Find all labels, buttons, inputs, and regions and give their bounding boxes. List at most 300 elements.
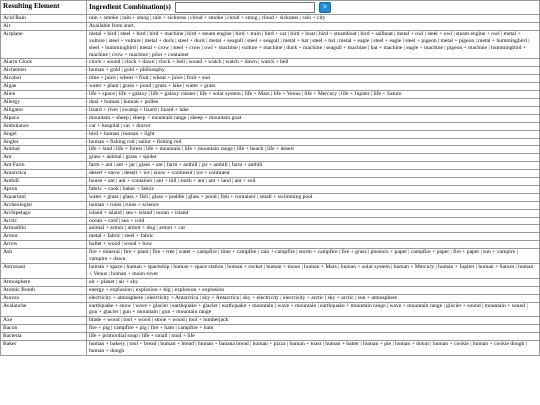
combination-item: sailor + fishing rod	[138, 138, 182, 145]
combo-separator: |	[240, 91, 245, 98]
ingredient-combinations-cell	[87, 154, 540, 162]
combination-item: steel + duck	[177, 37, 205, 44]
combination-item: bird + human	[89, 130, 120, 137]
combo-separator: |	[391, 341, 395, 348]
combination-item: glass + pond	[188, 193, 217, 200]
ingredient-combinations-cell	[87, 341, 540, 356]
combination-item: wave + mountain range	[389, 302, 443, 309]
combination-item: metal + owl	[396, 30, 424, 37]
resulting-element-cell: Acid Rain	[1, 15, 87, 23]
combination-item: ant + hill	[156, 178, 177, 185]
combination-item: ant + land	[208, 178, 231, 185]
combo-separator: |	[237, 44, 242, 51]
combination-item: life + beach	[236, 146, 264, 153]
combo-separator: |	[487, 44, 491, 51]
combo-separator: |	[152, 178, 157, 185]
combination-item: fire + tree	[152, 249, 175, 256]
combination-item: farm + anthill	[166, 162, 198, 169]
combination-item: wave + glacier	[135, 302, 169, 309]
combination-item: glacier + sound	[446, 302, 481, 309]
combo-separator: |	[359, 341, 364, 348]
combination-item: life + Mercury	[304, 91, 338, 98]
combination-item: life + Jupiter	[341, 91, 370, 98]
combination-item: tool + wood	[123, 317, 151, 324]
combo-separator: |	[135, 44, 140, 51]
combo-separator: |	[118, 185, 123, 192]
combo-separator: |	[156, 106, 161, 113]
ingredient-combinations-cell	[87, 162, 540, 170]
combination-item: life + mountain range	[184, 146, 233, 153]
resulting-element-cell: Angler	[1, 138, 87, 146]
combination-item: gun + mountain range	[161, 309, 212, 316]
combination-item: pilot + container	[151, 51, 189, 58]
combination-item: snow + continent	[153, 170, 193, 177]
combination-item: glass + puddle	[151, 193, 185, 200]
resulting-element-cell: Aurora	[1, 294, 87, 302]
table-row	[1, 317, 540, 325]
combination-item: human + bread	[160, 341, 194, 348]
combination-item: bird + steam engine	[187, 30, 232, 37]
combination-item: bird + sailboat	[360, 30, 393, 37]
combination-item: mud + life	[171, 333, 195, 340]
combo-separator: |	[256, 249, 261, 256]
table-row	[1, 217, 540, 225]
combo-separator: |	[514, 264, 519, 270]
resulting-element-cell: Algae	[1, 83, 87, 91]
combination-item: water + grass	[185, 83, 216, 90]
combination-item: phoenix + paper	[370, 249, 407, 256]
combination-item: sun + vampire	[483, 249, 516, 256]
combination-item: gun + glacier	[89, 309, 119, 316]
combo-separator: |	[474, 37, 479, 44]
table-row	[1, 225, 540, 233]
combo-separator: |	[120, 170, 125, 177]
combination-item: grass + animal	[89, 154, 122, 161]
combination-item: water + glass	[89, 193, 119, 200]
combination-item: campfire + paper	[410, 249, 450, 256]
combination-item: swamp + lizard	[122, 106, 157, 113]
combination-item: bullet + wood	[89, 241, 121, 248]
combo-separator: |	[174, 325, 178, 332]
combination-item: electricity + arctic	[282, 294, 324, 301]
combination-item: blade + wood	[89, 317, 120, 324]
table-row	[1, 162, 540, 170]
ingredient-combinations-cell	[87, 178, 540, 186]
combo-separator: |	[262, 264, 267, 270]
combo-separator: |	[282, 44, 287, 51]
table-row	[1, 67, 540, 75]
combo-separator: |	[117, 217, 122, 224]
combo-separator: |	[195, 91, 200, 98]
combination-item: cloud + smoke	[190, 15, 224, 21]
combo-separator: |	[300, 91, 305, 98]
table-row	[1, 241, 540, 249]
combo-separator: |	[123, 225, 128, 232]
combo-separator: |	[121, 154, 126, 161]
combination-item: human + Jupiter	[438, 264, 475, 270]
combination-item: time + juice	[89, 75, 116, 82]
combination-item: grass + pond	[122, 83, 152, 90]
combo-separator: |	[148, 75, 153, 82]
combo-separator: |	[119, 98, 124, 105]
table-row	[1, 15, 540, 23]
combo-separator: |	[169, 44, 174, 51]
combination-item: steel + bird	[120, 30, 146, 37]
combo-separator: |	[323, 294, 328, 301]
resulting-element-cell: Apron	[1, 185, 87, 193]
combo-separator: |	[449, 249, 454, 256]
combination-item: metal + seagull	[208, 37, 244, 44]
combination-item: Available from start.	[89, 22, 136, 29]
combo-separator: |	[170, 286, 175, 293]
combo-separator: |	[104, 37, 109, 44]
ingredient-combinations-cell	[87, 75, 540, 83]
combo-separator: |	[260, 30, 265, 37]
resulting-element-cell: Allergy	[1, 98, 87, 106]
combo-separator: |	[315, 30, 319, 37]
combination-item: explosion + explosion	[174, 286, 224, 293]
table-row	[1, 201, 540, 209]
search-input[interactable]	[175, 2, 315, 13]
combo-separator: |	[286, 30, 291, 37]
combo-separator: |	[232, 146, 237, 153]
resulting-element-cell: Avalanche	[1, 302, 87, 317]
table-row	[1, 59, 540, 67]
ingredient-combinations-cell	[87, 59, 540, 67]
combination-item: island + island	[89, 209, 122, 216]
combo-separator: |	[525, 302, 528, 309]
combination-item: life + land	[89, 146, 113, 153]
combination-item: metal + bat	[283, 37, 309, 44]
combo-separator: |	[285, 341, 290, 348]
combo-separator: |	[337, 91, 342, 98]
combo-separator: |	[227, 162, 232, 169]
combo-separator: |	[279, 37, 284, 44]
combo-separator: |	[131, 286, 136, 293]
combo-separator: |	[142, 146, 147, 153]
combo-separator: |	[156, 341, 161, 348]
combination-item: human + toast	[289, 341, 322, 348]
combination-item: grass + spider	[125, 154, 157, 161]
combo-separator: |	[231, 30, 236, 37]
combination-item: farm + ant	[89, 162, 113, 169]
combination-item: metal + fabric	[89, 233, 121, 240]
combination-item: life + galaxy cluster	[151, 91, 196, 98]
combination-item: life + small	[141, 333, 168, 340]
combo-separator: |	[109, 325, 114, 332]
combo-separator: |	[184, 317, 189, 324]
combination-item: ocean + cold	[89, 217, 118, 224]
combination-item: stone + wood	[154, 317, 185, 324]
combination-item: human + gold	[89, 67, 121, 74]
combination-item: human + moon	[266, 264, 301, 270]
combination-item: electricity + atmosphere	[89, 294, 144, 301]
combo-separator: |	[151, 83, 156, 90]
table-row	[1, 106, 540, 114]
combination-item: steam engine + owl	[456, 30, 500, 37]
combo-separator: |	[148, 193, 152, 200]
combination-item: human + spaceship	[126, 264, 170, 270]
combination-item: duck + machine	[286, 44, 323, 51]
combo-separator: |	[152, 209, 156, 216]
combination-item: steel + vulture	[108, 37, 141, 44]
combination-item: ice + continent	[196, 170, 230, 177]
combination-item: rain + smog	[122, 15, 149, 21]
combo-separator: |	[205, 37, 209, 44]
ingredient-combinations-cell	[87, 106, 540, 114]
combo-separator: |	[479, 249, 484, 256]
combo-separator: |	[118, 83, 123, 90]
ingredient-combinations-cell	[87, 122, 540, 130]
table-row	[1, 138, 540, 146]
resulting-element-cell: Astronaut	[1, 264, 87, 279]
combo-separator: |	[406, 249, 411, 256]
combo-separator: |	[114, 278, 119, 285]
ingredient-combinations-cell	[87, 201, 540, 209]
combination-item: bird + machine	[149, 30, 184, 37]
ingredient-combinations-cell	[87, 15, 540, 23]
combination-item: wheat + fruit	[119, 75, 149, 82]
combination-item: sky + arctic	[327, 294, 354, 301]
combination-item: steel + seagull	[247, 37, 280, 44]
resulting-element-cell: Atomic Bomb	[1, 286, 87, 294]
table-row	[1, 154, 540, 162]
combination-item: human + space	[89, 264, 123, 270]
combo-separator: |	[238, 294, 243, 301]
combo-separator: |	[137, 333, 142, 340]
combination-item: gun + mountain	[122, 309, 158, 316]
resulting-element-cell: Arrow	[1, 241, 87, 249]
combination-item: lizard + lake	[160, 106, 189, 113]
combination-item: steel + hummingbird	[89, 44, 136, 51]
combination-item: ocean + island	[156, 209, 189, 216]
search-button[interactable]: >	[319, 2, 331, 13]
combo-separator: |	[115, 75, 120, 82]
resulting-element-cell: Axe	[1, 317, 87, 325]
resulting-element-cell: Alien	[1, 91, 87, 99]
combination-item: sheep + mountain range	[132, 114, 187, 121]
combo-separator: |	[147, 51, 152, 58]
resulting-element-cell: Armadillo	[1, 225, 87, 233]
resulting-element-cell: Ant Farm	[1, 162, 87, 170]
combo-separator: |	[140, 37, 145, 44]
combination-item: fish + container	[220, 193, 256, 200]
combination-item: bird + train	[235, 30, 261, 37]
resulting-element-cell: Antarctica	[1, 170, 87, 178]
combination-item: clock + sound	[89, 59, 121, 66]
combo-separator: |	[366, 249, 371, 256]
combo-separator: |	[186, 114, 191, 121]
combo-separator: |	[120, 59, 125, 66]
combination-item: sound + watch	[188, 59, 222, 66]
combo-separator: |	[119, 249, 124, 256]
combination-item: vulture + machine	[241, 44, 283, 51]
combination-item: campfire + ham	[177, 325, 214, 332]
resulting-element-cell: Baker	[1, 341, 87, 356]
table-row	[1, 249, 540, 264]
combination-item: human + fishing rod	[89, 138, 135, 145]
combination-item: human + light	[123, 130, 155, 137]
combination-item: steel + pigeon	[405, 37, 437, 44]
table-row	[1, 146, 540, 154]
combo-separator: |	[186, 15, 191, 21]
combo-separator: |	[216, 249, 221, 256]
combo-separator: |	[389, 264, 394, 270]
combination-item: bat + machine	[370, 44, 403, 51]
combo-separator: |	[278, 294, 283, 301]
table-row	[1, 114, 540, 122]
combo-separator: |	[148, 15, 153, 21]
ingredient-combinations-cell	[87, 317, 540, 325]
combo-separator: |	[401, 37, 406, 44]
combo-separator: |	[248, 341, 253, 348]
ingredient-combinations-header	[87, 1, 540, 15]
combo-separator: |	[442, 302, 447, 309]
combination-item: sea + cold	[121, 217, 145, 224]
combination-item: vampire + dawn	[89, 256, 126, 263]
combination-item: hummingbird + machine	[89, 44, 526, 58]
combination-item: life + forest	[115, 146, 143, 153]
combination-item: earthquake + snow	[89, 302, 132, 309]
table-row	[1, 130, 540, 138]
combo-separator: |	[169, 264, 174, 270]
combination-item: ant + soil	[234, 178, 256, 185]
combination-item: human + ruins	[89, 201, 122, 208]
table-row	[1, 341, 540, 356]
combo-separator: |	[336, 264, 341, 270]
combo-separator: |	[366, 44, 371, 51]
table-row	[1, 325, 540, 333]
resulting-element-cell: Armor	[1, 233, 87, 241]
ingredient-combinations-cell	[87, 325, 540, 333]
combo-separator: |	[184, 59, 189, 66]
combo-separator: |	[269, 91, 274, 98]
combo-separator: |	[434, 264, 439, 270]
combo-separator: |	[436, 37, 441, 44]
combo-separator: |	[114, 178, 119, 185]
combo-separator: |	[119, 122, 124, 129]
combo-separator: |	[335, 37, 340, 44]
ingredient-combinations-label: Ingredient Combination(s)	[89, 3, 171, 12]
combination-item: life + solar system	[199, 91, 241, 98]
ingredient-combinations-cell	[87, 233, 540, 241]
combination-item: fabric + cook	[89, 185, 119, 192]
combo-separator: |	[112, 146, 116, 153]
combo-separator: |	[322, 44, 326, 51]
ingredient-combinations-cell	[87, 138, 540, 146]
combination-item: water + campfire	[178, 249, 217, 256]
table-row	[1, 30, 540, 59]
combination-item: metal + duck	[144, 37, 174, 44]
combination-item: fire + grass	[341, 249, 367, 256]
combination-item: glass + ant	[138, 162, 163, 169]
combination-item: steel + crow	[173, 44, 201, 51]
combo-separator: |	[112, 162, 117, 169]
combination-item: seagull + machine	[325, 44, 367, 51]
combination-item: steel + bat	[312, 37, 336, 44]
combo-separator: |	[353, 294, 358, 301]
resulting-element-cell: Angel	[1, 130, 87, 138]
combo-separator: |	[308, 37, 313, 44]
combination-item: fire + ham	[150, 325, 175, 332]
combo-separator: |	[273, 302, 278, 309]
combo-separator: |	[369, 91, 374, 98]
combo-separator: |	[295, 249, 299, 256]
combo-separator: |	[515, 249, 518, 256]
combo-separator: |	[162, 162, 167, 169]
ingredient-combinations-cell	[87, 294, 540, 302]
ingredient-combinations-cell	[87, 286, 540, 294]
combination-item: bird + car	[264, 30, 287, 37]
combination-item: storm + campfire	[298, 249, 338, 256]
table-row	[1, 170, 540, 178]
combination-item: cloud + sickness	[261, 15, 299, 21]
combination-item: earth + ant	[180, 178, 205, 185]
combo-separator: |	[230, 178, 235, 185]
combo-separator: |	[154, 59, 159, 66]
combo-separator: |	[298, 15, 303, 21]
combination-item: campfire + pig	[113, 325, 147, 332]
combination-item: rain + smoke	[89, 15, 119, 21]
table-row	[1, 209, 540, 217]
combination-item: fire + paper	[453, 249, 480, 256]
combo-separator: |	[480, 302, 485, 309]
combo-separator: |	[423, 30, 428, 37]
combination-item: car + hospital	[89, 122, 120, 129]
header-row	[1, 1, 540, 15]
combo-separator: |	[300, 264, 305, 270]
combo-separator: |	[182, 75, 187, 82]
combo-separator: |	[134, 138, 139, 145]
combo-separator: |	[181, 83, 186, 90]
resulting-element-cell: Bacteria	[1, 333, 87, 341]
combination-item: watch + bell	[260, 59, 289, 66]
combination-item: ruins + science	[125, 201, 159, 208]
ingredient-combinations-cell	[87, 98, 540, 106]
combination-item: ant + jar	[116, 162, 135, 169]
combination-item: earthquake + glacier	[172, 302, 218, 309]
combination-item: life + desert	[267, 146, 294, 153]
combination-item: energy + explosion	[89, 286, 132, 293]
combo-separator: |	[107, 270, 112, 277]
resulting-element-cell: Ambulance	[1, 122, 87, 130]
combo-separator: |	[474, 264, 479, 270]
combination-item: mountain + sound	[484, 302, 526, 309]
combination-item: armor + cat	[159, 225, 185, 232]
combo-separator: |	[428, 341, 433, 348]
combination-item: eagle + machine	[406, 44, 444, 51]
ingredient-combinations-cell	[87, 130, 540, 138]
combination-item: time + campfire	[220, 249, 257, 256]
combo-separator: |	[118, 309, 123, 316]
combination-item: human + donut	[394, 341, 429, 348]
combo-separator: |	[176, 178, 181, 185]
resulting-element-cell: Alcohol	[1, 75, 87, 83]
combo-separator: |	[116, 30, 121, 37]
ingredient-combinations-cell	[87, 209, 540, 217]
table-row	[1, 22, 540, 30]
table-row	[1, 333, 540, 341]
ingredient-combinations-cell	[87, 249, 540, 264]
table-row	[1, 75, 540, 83]
ingredient-combinations-cell	[87, 30, 540, 59]
table-row	[1, 302, 540, 317]
combo-separator: |	[120, 67, 125, 74]
resulting-element-cell: Aquarium	[1, 193, 87, 201]
combination-item: wood + bow	[124, 241, 153, 248]
combo-separator: |	[118, 106, 123, 113]
combination-item: desert + snow	[89, 170, 121, 177]
